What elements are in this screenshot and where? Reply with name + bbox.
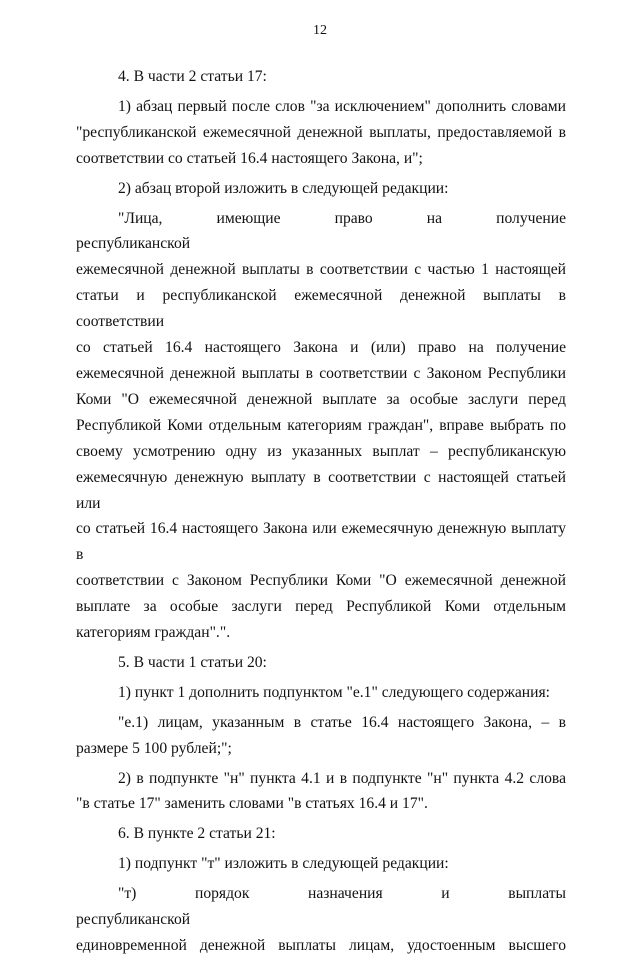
- text-line: ежемесячную денежную выплату в соответствии с настоящей статьей или: [76, 468, 566, 512]
- text-line: категориям граждан".".: [76, 624, 231, 642]
- document-body: [76, 64, 566, 959]
- text-line: выплате за особые заслуги перед Республикой Коми отдельным: [76, 598, 566, 616]
- text-line: 2) абзац второй изложить в следующей редакции:: [118, 179, 449, 197]
- text-line: 1) абзац первый после слов "за исключением" дополнить словами: [118, 97, 566, 115]
- text-line: 6. В пункте 2 статьи 21:: [118, 825, 276, 843]
- text-line: единовременной денежной выплаты лицам, удостоенным высшего: [76, 937, 566, 954]
- text-line: ежемесячной денежной выплаты в соответствии с Законом Республики: [76, 364, 566, 382]
- text-line: со статьей 16.4 настоящего Закона или ежемесячную денежную выплату в: [76, 520, 566, 564]
- text-line: "Лица, имеющие право на получение республиканской: [76, 209, 566, 253]
- text-line: Коми "О ежемесячной денежной выплате за особые заслуги перед: [76, 390, 566, 408]
- text-line: размере 5 100 рублей;";: [76, 739, 232, 757]
- text-line: "в статье 17" заменить словами "в статьях 16.4 и 17".: [76, 795, 428, 813]
- text-line: 2) в подпункте "н" пункта 4.1 и в подпункте "н" пункта 4.2 слова: [118, 769, 566, 787]
- text-line: 4. В части 2 статьи 17:: [118, 68, 267, 85]
- text-line: "республиканской ежемесячной денежной выплаты, предоставляемой в: [76, 123, 566, 141]
- text-line: "т) порядок назначения и выплаты республиканской: [76, 885, 566, 929]
- text-line: соответствии со статьей 16.4 настоящего Закона, и";: [76, 149, 423, 167]
- text-line: 1) пункт 1 дополнить подпунктом "е.1" следующего содержания:: [118, 683, 550, 701]
- text-line: "е.1) лицам, указанным в статье 16.4 настоящего Закона, – в: [118, 713, 566, 731]
- text-line: соответствии с Законом Республики Коми "О ежемесячной денежной: [76, 572, 566, 590]
- text-line: ежемесячной денежной выплаты в соответствии с частью 1 настоящей: [76, 261, 566, 279]
- text-line: статьи и республиканской ежемесячной денежной выплаты в соответствии: [76, 287, 566, 331]
- text-line: 5. В части 1 статьи 20:: [118, 653, 267, 671]
- text-line: 1) подпункт "т" изложить в следующей редакции:: [118, 855, 449, 873]
- text-line: со статьей 16.4 настоящего Закона и (или) право на получение: [76, 339, 566, 357]
- text-line: своему усмотрению одну из указанных выплат – республиканскую: [76, 442, 566, 460]
- page-number: 12: [313, 23, 327, 38]
- text-line: Республикой Коми отдельным категориям граждан", вправе выбрать по: [76, 416, 566, 434]
